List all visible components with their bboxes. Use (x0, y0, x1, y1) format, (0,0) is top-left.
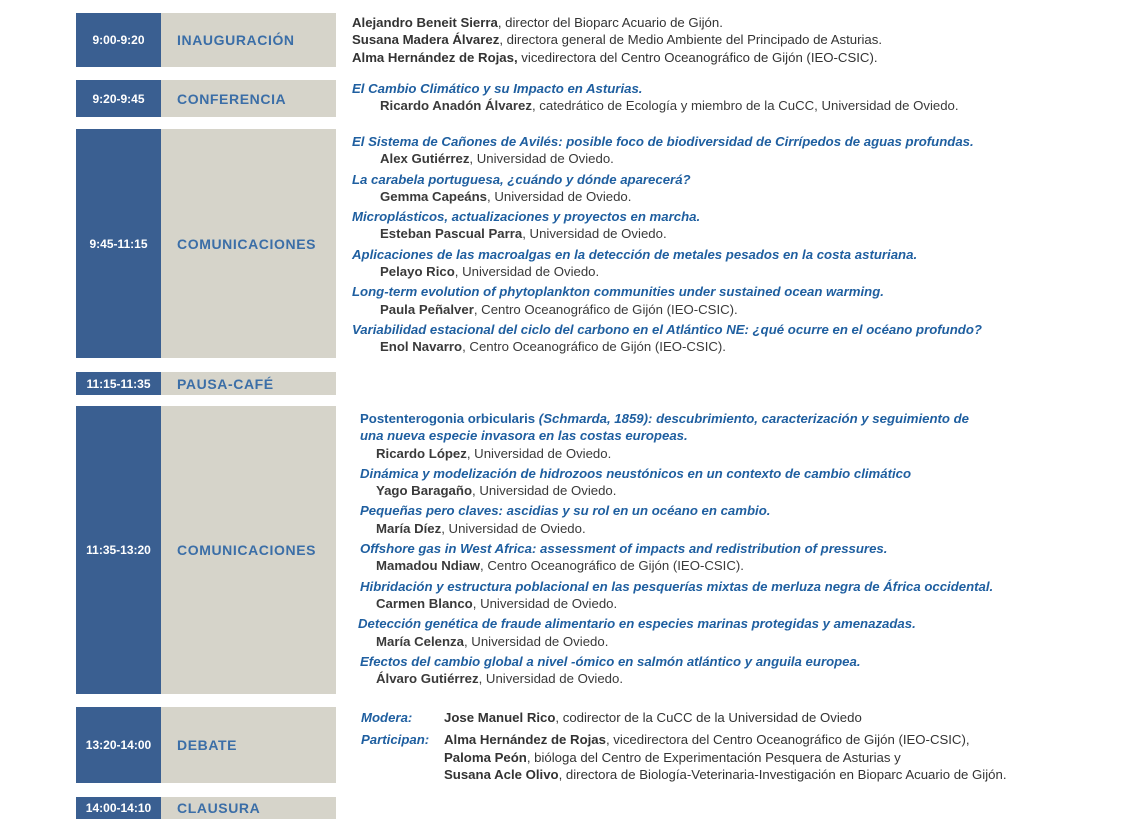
talk-item (360, 653, 1112, 688)
speaker-affiliation: vicedirectora del Centro Oceanográfico de Gijón (IEO-CSIC). (517, 49, 878, 65)
session-label: CLAUSURA (161, 797, 336, 819)
speaker-name: Álvaro Gutiérrez (376, 671, 479, 687)
speaker-name: Susana Madera Álvarez (352, 32, 500, 48)
modera-label: Modera: (361, 710, 413, 725)
talk-item (360, 465, 1112, 500)
talk-title: Offshore gas in West Africa: assessment of impacts and redistribution of pressures. (360, 541, 888, 557)
speaker-line (352, 263, 1112, 280)
speaker-affiliation: , catedrático de Ecología y miembro de la CuCC, Universidad de Oviedo. (531, 98, 959, 114)
speaker-line (352, 97, 1112, 114)
schedule-row (76, 129, 336, 358)
time-cell: 9:20-9:45 (76, 80, 161, 117)
comunicaciones-2-content (360, 410, 1112, 690)
time-cell: 9:00-9:20 (76, 13, 161, 67)
comunicaciones-1-content (352, 133, 1112, 359)
participant-line (361, 731, 1113, 748)
talk-item (352, 283, 1112, 318)
speaker-name: María Díez (376, 520, 442, 536)
speaker-affiliation: , Centro Oceanográfico de Gijón (IEO-CSIC). (462, 339, 726, 355)
speaker-line (352, 49, 1112, 66)
moderator-line (361, 709, 1113, 726)
session-label: PAUSA-CAFÉ (161, 372, 336, 395)
speaker-line (360, 557, 1112, 574)
talk-title: La carabela portuguesa, ¿cuándo y dónde aparecerá? (352, 171, 691, 187)
talk-item (352, 246, 1112, 281)
talk-item (360, 578, 1112, 613)
speaker-line (352, 338, 1112, 355)
moderator-name: Jose Manuel Rico (444, 710, 556, 725)
time-cell: 11:15-11:35 (76, 372, 161, 395)
speaker-name: Ricardo López (376, 445, 467, 461)
speaker-line (360, 445, 1112, 462)
participan-label: Participan: (361, 732, 430, 748)
speaker-affiliation: , Universidad de Oviedo. (469, 151, 614, 167)
speaker-name: Pelayo Rico (380, 264, 455, 280)
talk-title-part: (Schmarda, 1859): descubrimiento, caracterización y seguimiento de (535, 411, 970, 426)
speaker-affiliation: , Universidad de Oviedo. (472, 483, 617, 499)
species-name: Postenterogonia orbicularis (360, 411, 536, 426)
schedule-row (76, 406, 336, 694)
speaker-affiliation: , Universidad de Oviedo. (463, 633, 609, 649)
time-cell: 14:00-14:10 (76, 797, 161, 819)
moderator-affiliation: , codirector de la CuCC de la Universidad de Oviedo (555, 710, 862, 725)
speaker-affiliation: , Universidad de Oviedo. (487, 188, 632, 204)
talk-title: Pequeñas pero claves: ascidias y su rol en un océano en cambio. (360, 503, 771, 519)
participant-affiliation: , bióloga del Centro de Experimentación Pesquera de Asturias y (526, 749, 901, 765)
speaker-name: Alex Gutiérrez (380, 151, 470, 167)
participant-line (361, 749, 1113, 766)
speaker-line (352, 188, 1112, 205)
session-label: DEBATE (161, 707, 336, 783)
schedule-row (76, 80, 336, 117)
speaker-name: Mamadou Ndiaw (376, 558, 481, 574)
inauguracion-content (352, 14, 1112, 66)
talk-item (352, 133, 1112, 168)
speaker-affiliation: , Centro Oceanográfico de Gijón (IEO-CSIC). (480, 558, 744, 574)
speaker-name: Carmen Blanco (376, 595, 473, 611)
speaker-line (360, 520, 1112, 537)
talk-item (352, 321, 1112, 356)
speaker-name: Esteban Pascual Parra (380, 226, 523, 242)
talk-title: Dinámica y modelización de hidrozoos neustónicos en un contexto de cambio climático (360, 465, 912, 481)
speaker-affiliation: , Universidad de Oviedo. (441, 520, 586, 536)
participant-affiliation: , vicedirectora del Centro Oceanográfico de Gijón (IEO-CSIC), (605, 732, 970, 748)
time-cell: 9:45-11:15 (76, 129, 161, 358)
speaker-affiliation: , Universidad de Oviedo. (472, 595, 618, 611)
speaker-affiliation: , Universidad de Oviedo. (522, 226, 667, 242)
debate-content (361, 709, 1113, 783)
speaker-name: Alma Hernández de Rojas, (352, 49, 518, 65)
speaker-name: Alejandro Beneit Sierra (352, 15, 498, 30)
participant-line (361, 766, 1113, 783)
speaker-affiliation: , Universidad de Oviedo. (466, 445, 612, 461)
talk-title (360, 410, 1112, 427)
speaker-affiliation: , Universidad de Oviedo. (454, 264, 600, 280)
speaker-name: Ricardo Anadón Álvarez (380, 98, 532, 114)
talk-title: Efectos del cambio global a nivel -ómico en salmón atlántico y anguila europea. (360, 653, 861, 669)
participant-affiliation: , directora de Biología-Veterinaria-Investigación en Bioparc Acuario de Gijón. (558, 766, 1007, 782)
speaker-line (360, 595, 1112, 612)
talk-title: Variabilidad estacional del ciclo del carbono en el Atlántico NE: ¿qué ocurre en el océano profundo? (352, 321, 982, 337)
speaker-affiliation: , Centro Oceanográfico de Gijón (IEO-CSIC). (473, 301, 738, 317)
speaker-line (352, 225, 1112, 242)
talk-item (360, 410, 1112, 462)
talk-title: Aplicaciones de las macroalgas en la detección de metales pesados en la costa asturiana. (352, 246, 918, 262)
talk-title: Detección genética de fraude alimentario en especies marinas protegidas y amenazadas. (358, 616, 916, 632)
schedule-row (76, 797, 336, 819)
talk-item (360, 502, 1112, 537)
talk-item (352, 208, 1112, 243)
participant-name: Paloma Peón (444, 749, 527, 765)
talk-title: Hibridación y estructura poblacional en las pesquerías mixtas de merluza negra de África occidental. (360, 578, 994, 594)
speaker-line (360, 633, 1112, 650)
session-label: INAUGURACIÓN (161, 13, 336, 67)
speaker-affiliation: , director del Bioparc Acuario de Gijón. (497, 15, 723, 30)
talk-title: Microplásticos, actualizaciones y proyectos en marcha. (352, 209, 701, 225)
speaker-line (360, 670, 1112, 687)
speaker-name: Paula Peñalver (380, 301, 474, 317)
speaker-affiliation: , directora general de Medio Ambiente del Principado de Asturias. (499, 32, 883, 48)
speaker-name: Yago Baragaño (376, 483, 473, 499)
speaker-line (352, 150, 1112, 167)
speaker-line (352, 301, 1112, 318)
participant-name: Susana Acle Olivo (444, 766, 559, 782)
speaker-line (352, 14, 1112, 31)
speaker-line (360, 482, 1112, 499)
talk-item (360, 615, 1112, 650)
speaker-name: María Celenza (376, 633, 464, 649)
schedule-row (76, 707, 336, 783)
talk-title: El Cambio Climático y su Impacto en Asturias. (352, 81, 643, 96)
speaker-line (352, 31, 1112, 48)
session-label: CONFERENCIA (161, 80, 336, 117)
speaker-affiliation: , Universidad de Oviedo. (478, 671, 624, 687)
schedule-row (76, 372, 336, 395)
talk-item (352, 171, 1112, 206)
talk-title-line2: una nueva especie invasora en las costas europeas. (360, 428, 688, 444)
talk-item (360, 540, 1112, 575)
participant-name: Alma Hernández de Rojas (444, 732, 606, 748)
talk-title: Long-term evolution of phytoplankton communities under sustained ocean warming. (352, 284, 884, 300)
talk-title: El Sistema de Cañones de Avilés: posible foco de biodiversidad de Cirrípedos de aguas profundas. (352, 134, 974, 149)
time-cell: 13:20-14:00 (76, 707, 161, 783)
session-label: COMUNICACIONES (161, 406, 336, 694)
schedule-row (76, 13, 336, 67)
speaker-name: Gemma Capeáns (380, 188, 488, 204)
time-cell: 11:35-13:20 (76, 406, 161, 694)
session-label: COMUNICACIONES (161, 129, 336, 358)
conferencia-content (352, 80, 1112, 115)
speaker-name: Enol Navarro (380, 339, 463, 355)
